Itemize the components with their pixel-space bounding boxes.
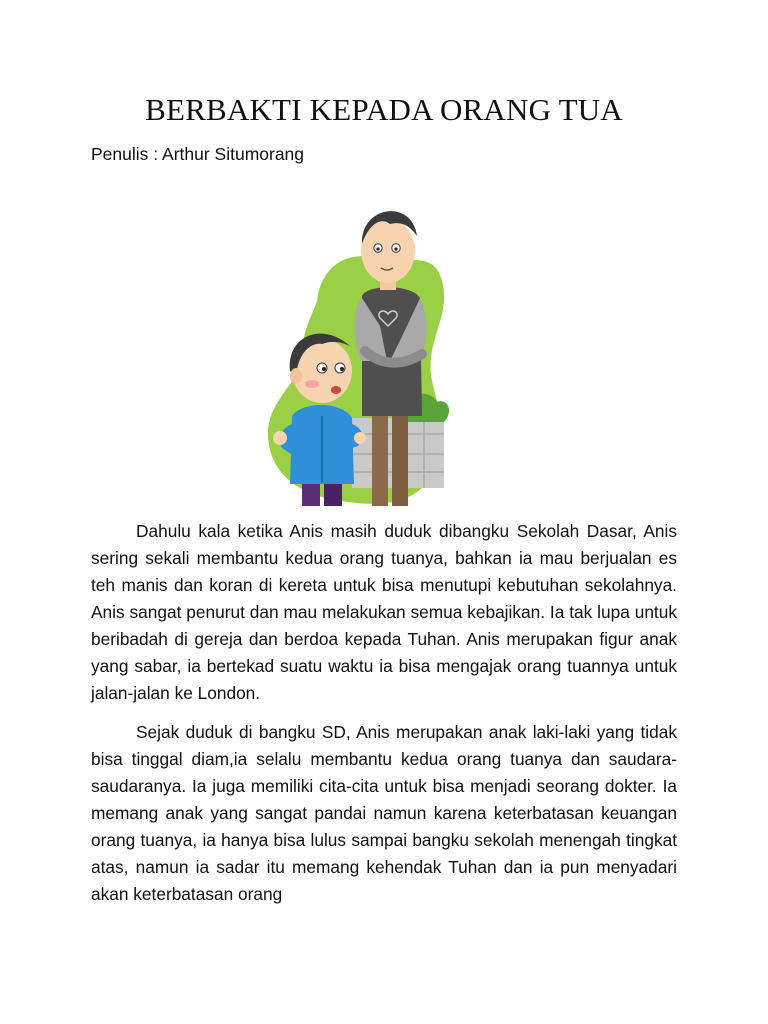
paragraph-2: Sejak duduk di bangku SD, Anis merupakan anak laki-laki yang tidak bisa tinggal diam,ia selalu membantu kedua orang tuanya dan saudara-saudaranya. Ia juga memiliki cita-cita untuk bisa menjadi seorang dokter. Ia memang anak yang sangat pandai namun karena keterbatasan keuangan orang tuanya, ia hanya bisa lulus sampai bangku sekolah menengah tingkat atas, namun ia sadar itu memang kehendak Tuhan dan ia pun menyadari akan keterbatasan orang bbox=[91, 722, 677, 904]
author-line: Penulis : Arthur Situmorang bbox=[91, 144, 305, 164]
story-body bbox=[91, 518, 677, 920]
father-and-son-icon bbox=[262, 166, 462, 511]
page-title: BERBAKTI KEPADA ORANG TUA bbox=[145, 92, 623, 127]
paragraph-1: Dahulu kala ketika Anis masih duduk dibangku Sekolah Dasar, Anis sering sekali membantu kedua orang tuanya, bahkan ia mau berjualan es teh manis dan koran di kereta untuk bisa menutupi kebutuhan sekolahnya. Anis sangat penurut dan mau melakukan semua kebajikan. Ia tak lupa untuk beribadah di gereja dan berdoa kepada Tuhan. Anis merupakan figur anak yang sabar, ia bertekad suatu waktu ia bisa mengajak orang tuannya untuk jalan-jalan ke London. bbox=[91, 521, 677, 703]
